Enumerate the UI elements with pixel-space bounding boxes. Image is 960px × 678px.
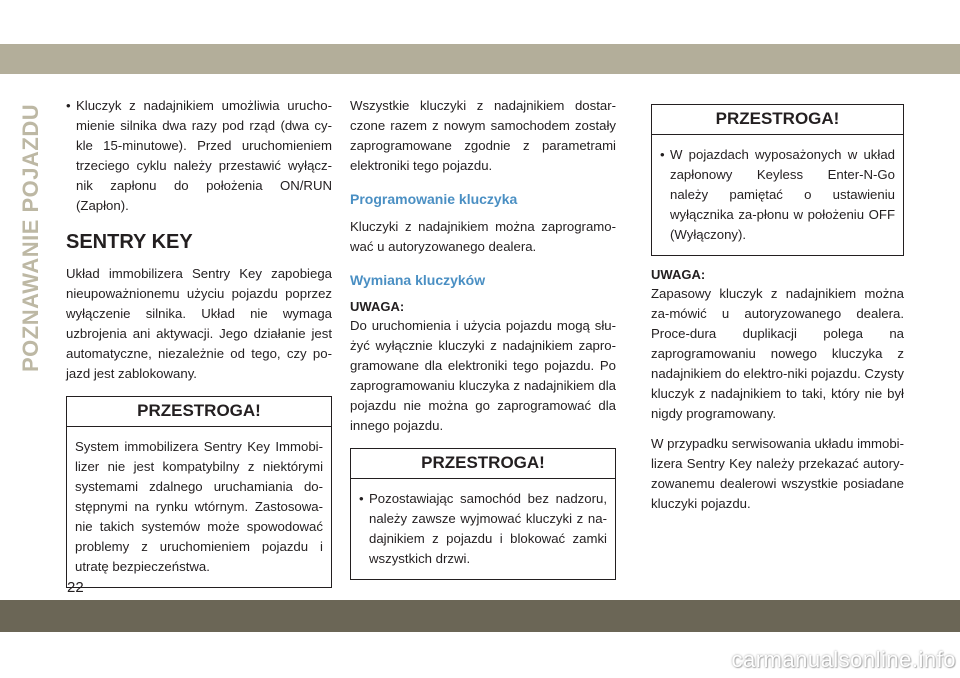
paragraph-keys-delivered: Wszystkie kluczyki z nadajnikiem dostar-czone razem z nowym samochodem zostały zaprogramowane zgodnie z parametrami elektroniki tego pojazdu.	[350, 98, 616, 173]
bullet-item	[66, 96, 332, 216]
bullet-dot-icon: •	[359, 491, 364, 506]
column-left	[66, 96, 332, 598]
warning-body	[652, 135, 903, 255]
warning-box	[651, 104, 904, 256]
section-side-title: POZNAWANIE POJAZDU	[18, 103, 43, 372]
bullet-dot-icon: •	[66, 98, 71, 113]
bullet-item	[359, 489, 607, 569]
heading-key-programming: Programowanie kluczyka	[350, 191, 518, 207]
bullet-item	[660, 145, 895, 245]
watermark: carmanualsonline.info	[731, 647, 956, 672]
paragraph-sentry-key: Układ immobilizera Sentry Key zapobiega nieupoważnionemu użyciu pojazdu poprzez wyłączenie silnika. Układ nie wymaga uzbrojenia ani aktywacji. Jego działanie jest automatyczne, niezależnie od tego, czy po-jazd jest zablokowany.	[66, 266, 332, 381]
header-band	[0, 44, 960, 74]
heading-sentry-key: SENTRY KEY	[66, 231, 193, 253]
bullet-dot-icon: •	[660, 147, 665, 162]
warning-title: PRZESTROGA!	[351, 449, 615, 479]
footer-band	[0, 600, 960, 632]
warning-body	[67, 427, 331, 587]
page-number: 22	[67, 579, 84, 596]
paragraph-key-programming: Kluczyki z nadajnikiem można zaprogramo-wać u autoryzowanego dealera.	[350, 219, 616, 254]
warning-title: PRZESTROGA!	[67, 397, 331, 427]
note-label: UWAGA:	[350, 299, 405, 314]
warning-title: PRZESTROGA!	[652, 105, 903, 135]
paragraph-immobilizer-service: W przypadku serwisowania układu immobi-lizera Sentry Key należy przekazać autory-zowanemu dealerowi wszystkie posiadane kluczyki pojazdu.	[651, 436, 904, 511]
warning-bullet-text: Pozostawiając samochód bez nadzoru, należy zawsze wyjmować kluczyki z na-dajnikiem z pojazdu i blokować zamki wszystkich drzwi.	[369, 491, 607, 566]
heading-key-replacement: Wymiana kluczyków	[350, 272, 486, 288]
warning-box	[66, 396, 332, 588]
warning-box	[350, 448, 616, 580]
warning-text: System immobilizera Sentry Key Immobi-lizer nie jest kompatybilny z niektórymi systemami zdalnego uruchamiania do-stępnymi na rynku wtórnym. Zastosowa-nie takich systemów może spowodować problemy z uruchomieniem pojazdu i utratę bezpieczeństwa.	[75, 439, 323, 574]
warning-body	[351, 479, 615, 579]
note-text: Zapasowy kluczyk z nadajnikiem można za-mówić u autoryzowanego dealera. Proce-dura duplikacji polega na zaprogramowaniu nowego kluczyka z nadajnikiem do elektro-niki pojazdu. Czysty kluczyk z nadajnikiem to taki, który nie był nigdy programowany.	[651, 286, 904, 421]
column-middle	[350, 96, 616, 590]
warning-bullet-text: W pojazdach wyposażonych w układ zapłonowy Keyless Enter-N-Go należy pamiętać o ustawieniu wyłącznika za-płonu w położeniu OFF (Wyłączony).	[670, 147, 895, 242]
column-right	[651, 96, 904, 524]
bullet-text: Kluczyk z nadajnikiem umożliwia urucho-mienie silnika dwa razy pod rząd (dwa cy-kle 15-minutowe). Przed uruchomieniem trzeciego cyklu należy przestawić wyłącz-nik zapłonu do położenia ON/RUN (Zapłon).	[76, 98, 332, 213]
note-label: UWAGA:	[651, 267, 706, 282]
note-text: Do uruchomienia i użycia pojazdu mogą słu-żyć wyłącznie kluczyki z nadajnikiem zapro-gramowane dla elektroniki tego pojazdu. Po zaprogramowaniu kluczyka z nadajnikiem dla pojazdu nie można go zaprogramować dla innego pojazdu.	[350, 318, 616, 433]
